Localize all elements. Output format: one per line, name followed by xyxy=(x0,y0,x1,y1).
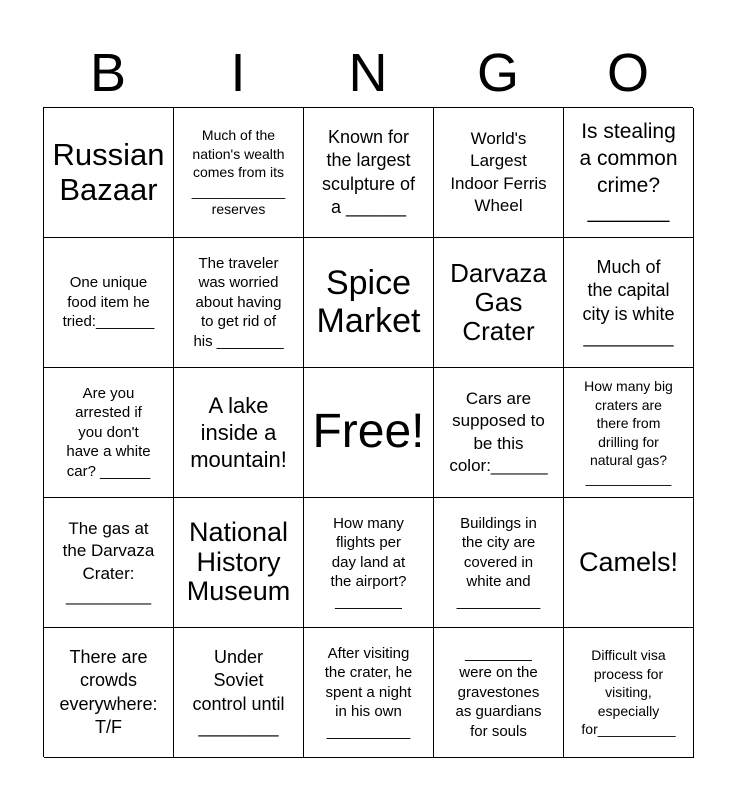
bingo-cell[interactable]: After visiting the crater, he spent a night in his own __________ xyxy=(304,628,434,758)
bingo-cell[interactable]: The traveler was worried about having to get rid of his ________ xyxy=(174,238,304,368)
bingo-cell[interactable]: National History Museum xyxy=(174,498,304,628)
bingo-cell[interactable]: Cars are supposed to be this color:______ xyxy=(434,368,564,498)
bingo-cell[interactable]: Under Soviet control until ________ xyxy=(174,628,304,758)
bingo-board xyxy=(43,107,693,757)
bingo-cell[interactable]: Darvaza Gas Crater xyxy=(434,238,564,368)
bingo-cell[interactable]: There are crowds everywhere: T/F xyxy=(44,628,174,758)
bingo-cell[interactable]: Camels! xyxy=(564,498,694,628)
header-letter-i: I xyxy=(230,43,246,103)
bingo-cell[interactable]: Buildings in the city are covered in white and __________ xyxy=(434,498,564,628)
bingo-cell[interactable]: Russian Bazaar xyxy=(44,108,174,238)
bingo-cell[interactable]: World's Largest Indoor Ferris Wheel xyxy=(434,108,564,238)
bingo-cell[interactable]: Is stealing a common crime? _______ xyxy=(564,108,694,238)
free-space[interactable]: Free! xyxy=(304,368,434,498)
bingo-cell[interactable]: A lake inside a mountain! xyxy=(174,368,304,498)
bingo-header xyxy=(43,42,693,104)
bingo-cell[interactable]: The gas at the Darvaza Crater: _________ xyxy=(44,498,174,628)
bingo-cell[interactable]: Spice Market xyxy=(304,238,434,368)
header-letter-g: G xyxy=(476,43,519,103)
header-letter-b: B xyxy=(89,43,127,103)
bingo-cell[interactable]: ________ were on the gravestones as guardians for souls xyxy=(434,628,564,758)
bingo-cell[interactable]: Much of the capital city is white _________ xyxy=(564,238,694,368)
header-letter-o: O xyxy=(606,43,649,103)
header-letter-n: N xyxy=(348,43,388,103)
bingo-cell[interactable]: How many big craters are there from drilling for natural gas? ___________ xyxy=(564,368,694,498)
bingo-cell[interactable]: Much of the nation's wealth comes from its ____________ reserves xyxy=(174,108,304,238)
bingo-cell[interactable]: Are you arrested if you don't have a white car? ______ xyxy=(44,368,174,498)
bingo-cell[interactable]: Difficult visa process for visiting, especially for__________ xyxy=(564,628,694,758)
bingo-cell[interactable]: Known for the largest sculpture of a ______ xyxy=(304,108,434,238)
bingo-cell[interactable]: One unique food item he tried:_______ xyxy=(44,238,174,368)
bingo-cell[interactable]: How many flights per day land at the airport? ________ xyxy=(304,498,434,628)
